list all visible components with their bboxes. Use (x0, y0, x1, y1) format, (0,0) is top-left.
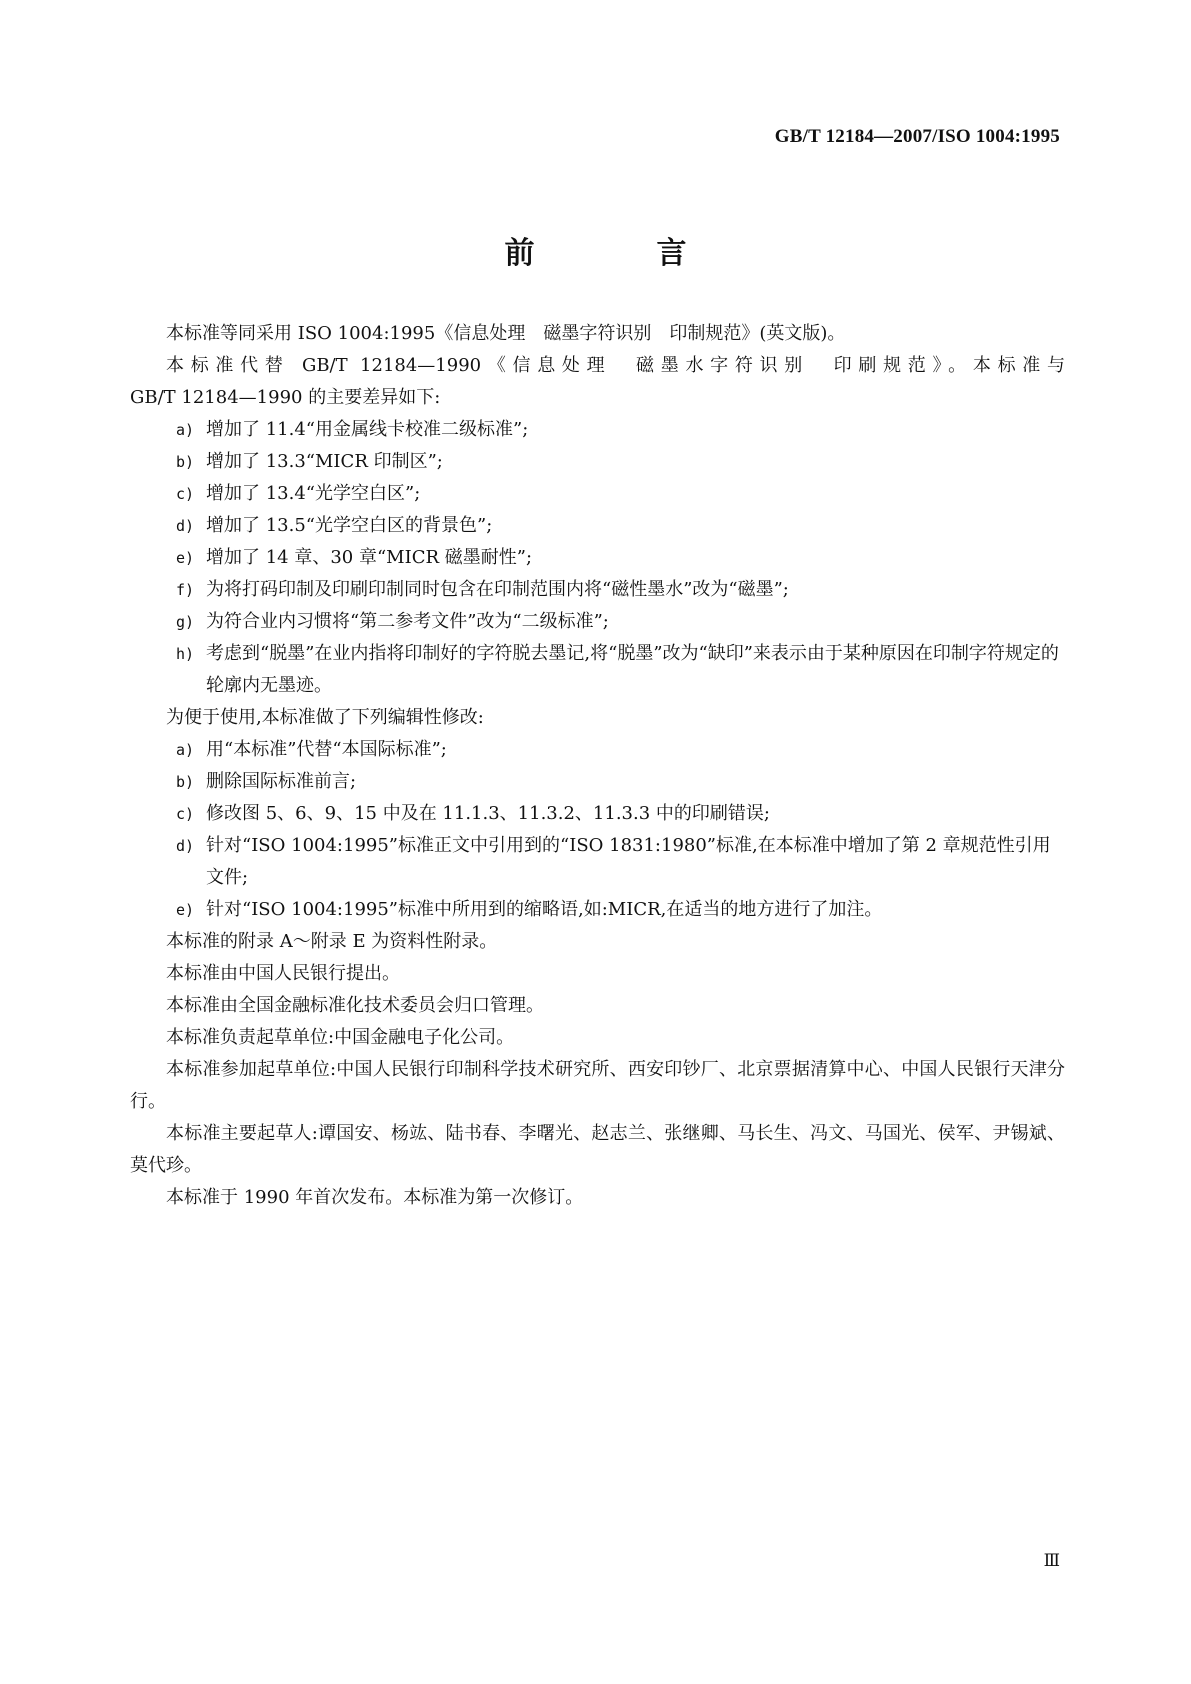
list-item-text: 考虑到“脱墨”在业内指将印制好的字符脱去墨记,将“脱墨”改为“缺印”来表示由于某种原因在印制字符规定的轮廓内无墨迹。 (206, 643, 1059, 696)
list-item-text: 针对“ISO 1004:1995”标准中所用到的缩略语,如:MICR,在适当的地方进行了加注。 (206, 899, 883, 920)
list-item (130, 478, 1065, 510)
list-item-text: 修改图 5、6、9、15 中及在 11.1.3、11.3.2、11.3.3 中的印刷错误; (206, 803, 770, 824)
list-item-text: 删除国际标准前言; (206, 771, 357, 792)
preface-body (130, 318, 1065, 1214)
list-marker: a) (176, 421, 195, 439)
intro-paragraph-replacement-line2: GB/T 12184—1990 的主要差异如下: (130, 387, 441, 408)
drafters-statement: 本标准主要起草人:谭国安、杨竑、陆书春、李曙光、赵志兰、张继卿、马长生、冯文、马国光、侯军、尹锡斌、莫代珍。 (130, 1123, 1065, 1176)
list-marker: g) (176, 613, 195, 631)
editorial-list (130, 734, 1065, 926)
list-item (130, 606, 1065, 638)
list-marker: d) (176, 837, 195, 855)
list-item-text: 增加了 13.4“光学空白区”; (206, 483, 421, 504)
differences-list (130, 414, 1065, 702)
list-item-text: 为符合业内习惯将“第二参考文件”改为“二级标准”; (206, 611, 609, 632)
list-marker: f) (176, 581, 195, 599)
list-item (130, 638, 1065, 702)
list-item (130, 830, 1065, 894)
list-item (130, 510, 1065, 542)
list-item (130, 894, 1065, 926)
list-item (130, 542, 1065, 574)
list-item-text: 增加了 14 章、30 章“MICR 磁墨耐性”; (206, 547, 533, 568)
list-marker: c) (176, 485, 195, 503)
list-marker: e) (176, 901, 195, 919)
list-marker: c) (176, 805, 195, 823)
list-item-text: 针对“ISO 1004:1995”标准正文中引用到的“ISO 1831:1980”标准,在本标准中增加了第 2 章规范性引用文件; (206, 835, 1051, 888)
editorial-intro: 为便于使用,本标准做了下列编辑性修改: (166, 707, 484, 728)
list-item-text: 增加了 13.5“光学空白区的背景色”; (206, 515, 493, 536)
page-title: 前 言 (504, 236, 733, 271)
page-number: Ⅲ (1043, 1551, 1060, 1570)
list-marker: e) (176, 549, 195, 567)
list-item (130, 798, 1065, 830)
participants-statement: 本标准参加起草单位:中国人民银行印制科学技术研究所、西安印钞厂、北京票据清算中心、中国人民银行天津分行。 (130, 1059, 1065, 1112)
standard-code-header: GB/T 12184—2007/ISO 1004:1995 (774, 126, 1060, 147)
list-item-text: 为将打码印制及印刷印制同时包含在印制范围内将“磁性墨水”改为“磁墨”; (206, 579, 789, 600)
list-item (130, 734, 1065, 766)
list-item-text: 用“本标准”代替“本国际标准”; (206, 739, 447, 760)
list-item (130, 574, 1065, 606)
list-item (130, 414, 1065, 446)
intro-paragraph-replacement-line1: 本标准代替 GB/T 12184—1990《信息处理 磁墨水字符识别 印刷规范》。本标准与 (166, 355, 1065, 376)
list-item-text: 增加了 13.3“MICR 印制区”; (206, 451, 443, 472)
list-marker: d) (176, 517, 195, 535)
list-item-text: 增加了 11.4“用金属线卡校准二级标准”; (206, 419, 529, 440)
list-marker: h) (176, 645, 195, 663)
annex-statement: 本标准的附录 A～附录 E 为资料性附录。 (166, 931, 498, 952)
history-statement: 本标准于 1990 年首次发布。本标准为第一次修订。 (166, 1187, 584, 1208)
proposer-statement: 本标准由中国人民银行提出。 (166, 963, 400, 984)
list-item (130, 446, 1065, 478)
list-item (130, 766, 1065, 798)
management-statement: 本标准由全国金融标准化技术委员会归口管理。 (166, 995, 544, 1016)
list-marker: a) (176, 741, 195, 759)
list-marker: b) (176, 773, 195, 791)
drafting-unit-statement: 本标准负责起草单位:中国金融电子化公司。 (166, 1027, 515, 1048)
intro-paragraph-adoption: 本标准等同采用 ISO 1004:1995《信息处理 磁墨字符识别 印制规范》(英文版)。 (166, 323, 846, 344)
list-marker: b) (176, 453, 195, 471)
